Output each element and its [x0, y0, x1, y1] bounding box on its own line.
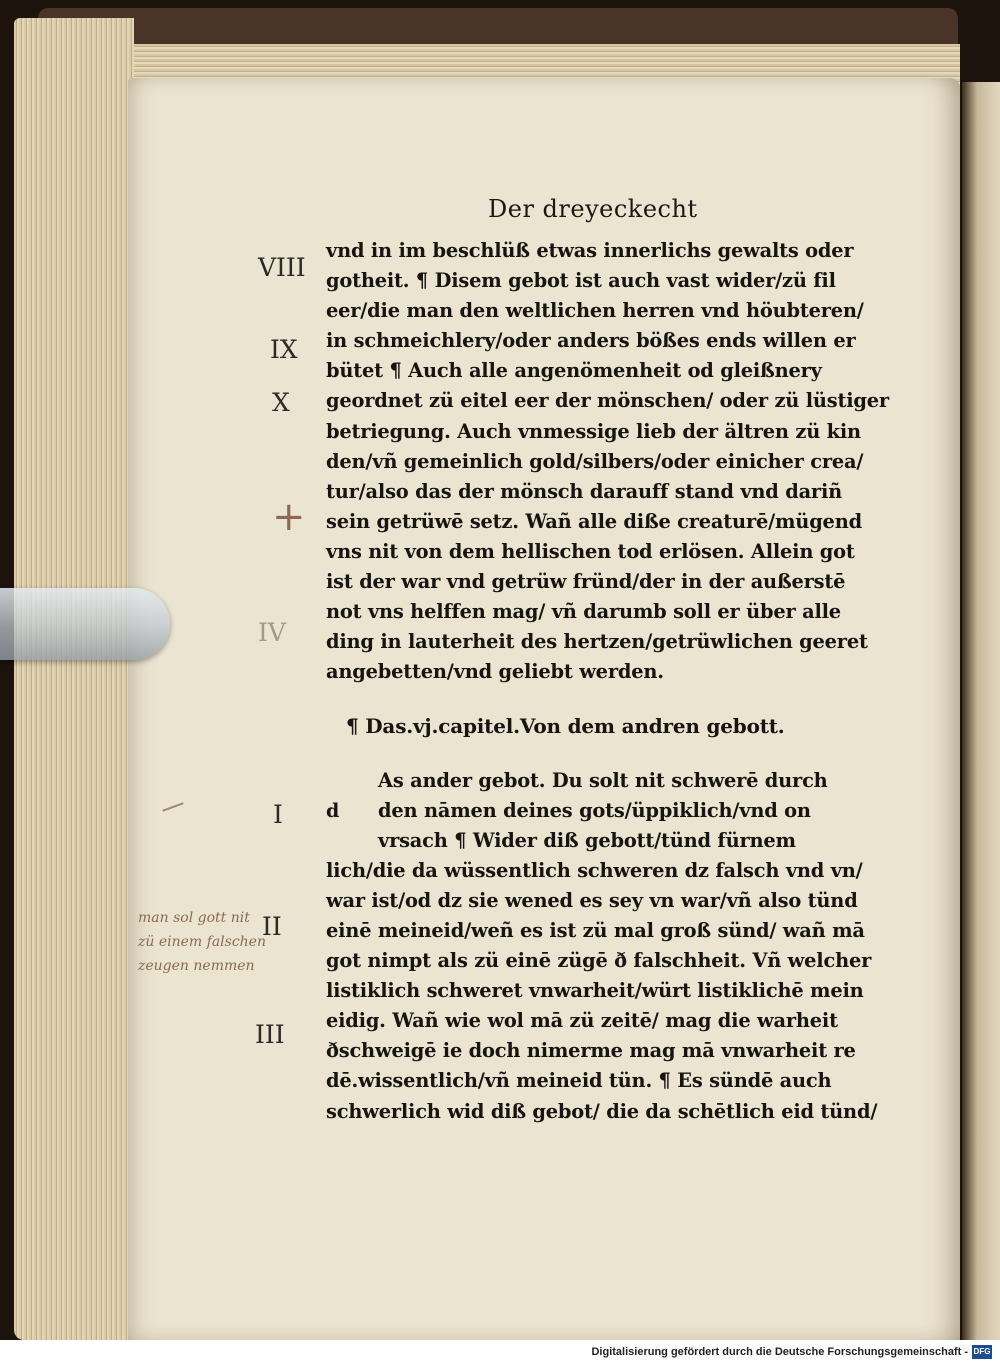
manuscript-line: man sol gott nit: [138, 910, 250, 926]
text-line: vrsach ¶ Wider diß gebott/tünd fürnem: [378, 828, 796, 852]
text-line: war ist/od dz sie wened es sey vn war/vñ also tünd: [326, 888, 858, 912]
margin-numeral-ii: II: [262, 912, 282, 941]
manuscript-line: zü einem falschen: [138, 934, 266, 950]
text-line: einē meineid/weñ es ist zü mal groß sünd/ wañ mā: [326, 918, 865, 942]
footer-credit: Digitalisierung gefördert durch die Deutsche Forschungsgemeinschaft -: [591, 1346, 968, 1358]
facing-page-edge: [962, 82, 1000, 1340]
drop-cap: d: [326, 799, 340, 822]
text-line: ding in lauterheit des hertzen/getrüwlichen geeret: [326, 630, 868, 654]
text-line: den nāmen deines gots/üppiklich/vnd on: [378, 798, 811, 822]
dfg-logo: DFG: [972, 1345, 992, 1359]
text-line-with-drop-cap: [326, 796, 886, 826]
text-line: ðschweigē ie doch nimerme mag mā vnwarheit re: [326, 1039, 856, 1063]
margin-numeral-iii: III: [255, 1020, 285, 1049]
text-line: not vns helffen mag/ vñ darumb soll er über alle: [326, 600, 841, 624]
text-line: sein getrüwē setz. Wañ alle diße creaturē/mügend: [326, 509, 862, 533]
text-line: eidig. Wañ wie wol mā zü zeitē/ mag die warheit: [326, 1009, 838, 1033]
text-line: betriegung. Auch vnmessige lieb der ältren zü kin: [326, 419, 861, 443]
text-line: lich/die da wüssentlich schweren dz falsch vnd vn/: [326, 858, 863, 882]
manuscript-note: [138, 906, 266, 978]
text-line: vns nit von dem hellischen tod erlösen. Allein got: [326, 539, 855, 563]
margin-numeral-i: I: [273, 800, 283, 829]
text-line: gotheit. ¶ Disem gebot ist auch vast wider/zü fil: [326, 269, 836, 293]
margin-numeral-iv: IV: [258, 618, 286, 647]
text-line: den/vñ gemeinlich gold/silbers/oder einicher crea/: [326, 449, 864, 473]
text-line: geordnet zü eitel eer der mönschen/ oder zü lüstiger: [326, 389, 889, 413]
spacer: [326, 687, 886, 711]
text-line: listiklich schweret vnwarheit/würt listiklichē mein: [326, 979, 864, 1003]
page-body: [326, 236, 889, 1127]
text-line: ist der war vnd getrüw fründ/der in der außerstē: [326, 570, 846, 594]
chapter-heading: ¶ Das.vj.capitel.Von dem andren gebott.: [346, 714, 785, 739]
text-line: angebetten/vnd geliebt werden.: [326, 660, 664, 684]
margin-numeral-x: X: [272, 388, 290, 417]
footer-bar: [0, 1340, 1000, 1366]
margin-numeral-viii: VIII: [258, 253, 306, 282]
spacer: [326, 742, 886, 766]
text-line: dē.wissentlich/vñ meineid tün. ¶ Es sündē auch: [326, 1069, 832, 1093]
running-header: Der dreyeckecht: [488, 195, 698, 223]
text-line: As ander gebot. Du solt nit schwerē durch: [378, 768, 828, 792]
text-line: tur/also das der mönsch darauff stand vnd dariñ: [326, 479, 843, 503]
text-line: got nimpt als zü einē zügē ð falschheit. Vñ welcher: [326, 949, 872, 973]
page-edges-left: [14, 18, 134, 1340]
glass-page-weight: [0, 588, 170, 660]
text-line: in schmeichlery/oder anders bößes ends willen er: [326, 329, 856, 353]
margin-numeral-ix: IX: [270, 335, 298, 364]
text-line: bütet ¶ Auch alle angenömenheit od gleißnery: [326, 359, 822, 383]
text-line: eer/die man den weltlichen herren vnd höubteren/: [326, 299, 864, 323]
manuscript-line: zeugen nemmen: [138, 958, 255, 974]
text-line: schwerlich wid diß gebot/ die da schētlich eid tünd/: [326, 1099, 878, 1123]
text-line: vnd in im beschlüß etwas innerlichs gewalts oder: [326, 239, 854, 262]
pencil-cross-mark: +: [272, 494, 306, 540]
